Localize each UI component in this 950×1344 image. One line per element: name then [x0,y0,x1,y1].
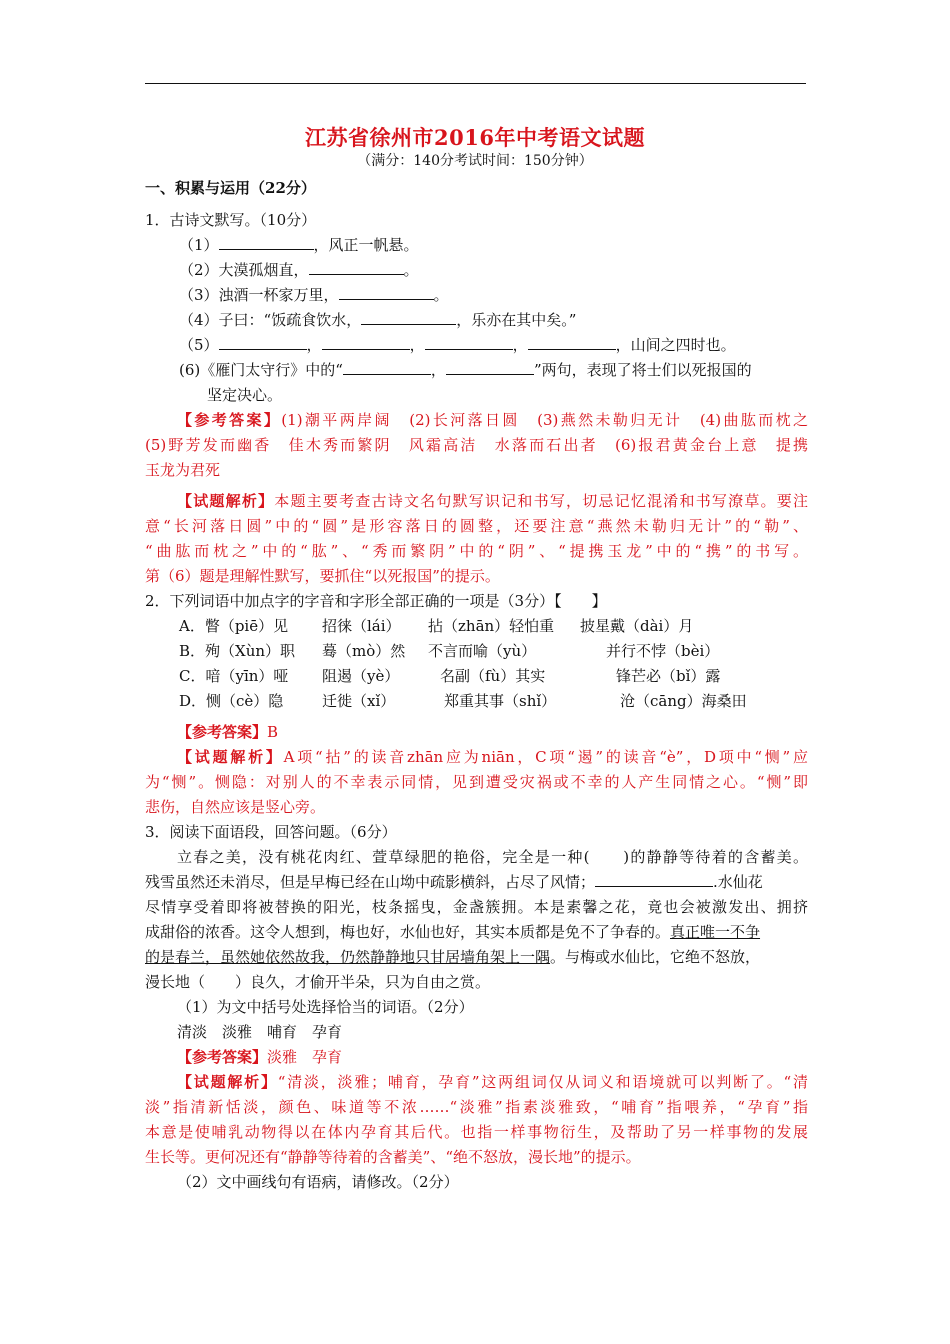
analysis-tag: 【试题解析】 [177,1073,278,1091]
answer-tag: 【参考答案】 [177,411,282,429]
q3-sub2: （2）文中画线句有语病，请修改。（2分） [177,1173,459,1191]
q3-sub1: （1）为文中括号处选择恰当的词语。（2分） [177,998,474,1016]
q2-option-a: A．瞥（piē）见 招徕（lái） 拈（zhān）轻怕重 披星戴（dài）月 [179,617,694,635]
q1-analysis-line: 意“长河落日圆”中的“圆”是形容落日的圆整，还要注意“燕然未勒归无计”的“勒”、 [145,517,808,535]
fill-blank[interactable] [343,359,431,375]
q3-answer: 【参考答案】淡雅 孕育 [177,1048,343,1066]
q2-option-b: B．殉（Xùn）职 蓦（mò）然 不言而喻（yù） 并行不悖（bèi） [179,642,720,660]
q2-analysis-line: 为“恻”。恻隐：对别人的不幸表示同情，见到遭受灾祸或不幸的人产生同情之心。“恻”即 [145,773,808,791]
fill-blank[interactable] [339,284,434,300]
fill-blank[interactable] [219,334,307,350]
fill-blank[interactable] [309,259,404,275]
q2-analysis-line: 【试题解析】A项“拈”的读音zhān应为niān，C项“遏”的读音“è”，D项中“恻”应 [177,748,808,766]
q1-item-4: （4）子曰：“饭疏食饮水， ，乐亦在其中矣。” [179,311,577,329]
q1-analysis-line: 【试题解析】本题主要考查古诗文名句默写识记和书写，切忌记忆混淆和书写潦草。要注 [177,492,808,510]
q1-answer-line: (5)野芳发而幽香 佳木秀而繁阴 风霜高洁 水落而石出者 (6)报君黄金台上意 提携 [145,436,808,454]
q2-stem: 2．下列词语中加点字的字音和字形全部正确的一项是（3分）【 】 [145,592,607,610]
q3-passage-line: 残雪虽然还未消尽，但是早梅已经在山坳中疏影横斜，占尽了风情； .水仙花 [145,873,763,891]
document-body [145,208,808,1195]
answer-tag: 【参考答案】 [177,723,268,741]
q3-analysis-line: 生长等。更何况还有“静静等待着的含蓄美”、“绝不怒放，漫长地”的提示。 [145,1148,641,1166]
q1-answer-line: 玉龙为君死 [145,461,221,479]
fill-blank[interactable] [446,359,534,375]
q3-passage-line: 成甜俗的浓香。这令人想到，梅也好，水仙也好，其实本质都是免不了争春的。真正唯一不争 [145,923,761,941]
q1-item-5: （5） ， ， ， ，山间之四时也。 [179,336,736,354]
fill-blank[interactable] [361,309,456,325]
analysis-tag: 【试题解析】 [177,748,284,766]
q1-analysis-line: “曲肱而枕之”中的“肱”、“秀而繁阴”中的“阴”、“提携玉龙”中的“携”的书写。 [145,542,808,560]
header-rule [145,83,806,84]
analysis-tag: 【试题解析】 [177,492,275,510]
q3-analysis-line: 【试题解析】“清淡，淡雅；哺育，孕育”这两组词仅从词义和语境就可以判断了。“清 [177,1073,808,1091]
underlined-sentence: 真正唯一不争 [670,923,761,941]
underlined-sentence: 的是春兰，虽然她依然故我，仍然静静地只甘居墙角架上一隅 [145,948,551,966]
q3-choices: 清淡 淡雅 哺育 孕育 [177,1023,343,1041]
q3-passage-line: 尽情享受着即将被替换的阳光，枝条摇曳，金盏簇拥。本是素馨之花，竟也会被激发出、拥挤 [145,898,808,916]
q1-item-6-cont: 坚定决心。 [207,386,283,404]
q1-item-6: (6)《雁门太守行》中的“ ， ”两句，表现了将士们以死报国的 [179,361,752,379]
q2-answer: 【参考答案】B [177,723,279,741]
section-heading: 一、积累与运用（22分） [145,179,316,197]
q1-answer-line: 【参考答案】(1)潮平两岸阔 (2)长河落日圆 (3)燕然未勒归无计 (4)曲肱而枕之 [177,411,808,429]
q3-analysis-line: 本意是使哺乳动物得以在体内孕育其后代。也指一样事物衍生，及帮助了另一样事物的发展 [145,1123,808,1141]
fill-blank[interactable] [425,334,513,350]
exam-info: （满分：140分考试时间：150分钟） [357,153,593,169]
q2-option-d: D．恻（cè）隐 迁徙（xǐ） 郑重其事（shǐ） 沧（cāng）海桑田 [179,692,747,710]
page-title: 江苏省徐州市2016年中考语文试题 [305,125,645,150]
q2-analysis-line: 悲伤，自然应该是竖心旁。 [145,798,326,816]
q3-passage-line: 立春之美，没有桃花肉红、萱草绿肥的艳俗，完全是一种( )的静静等待着的含蓄美。 [177,848,808,866]
q1-item-3: （3）浊酒一杯家万里， 。 [179,286,449,304]
fill-blank[interactable] [595,871,713,887]
fill-blank[interactable] [322,334,410,350]
answer-tag: 【参考答案】 [177,1048,268,1066]
q3-passage-line: 漫长地（ ）良久，才偷开半朵，只为自由之赏。 [145,973,491,991]
q1-item-1: （1） ，风正一帆悬。 [179,236,419,254]
q1-analysis-line: 第（6）题是理解性默写，要抓住“以死报国”的提示。 [145,567,500,585]
q3-passage-line: 的是春兰，虽然她依然故我，仍然静静地只甘居墙角架上一隅。与梅或水仙比，它绝不怒放， [145,948,761,966]
q1-item-2: （2）大漠孤烟直， 。 [179,261,419,279]
q3-stem: 3．阅读下面语段，回答问题。（6分） [145,823,397,841]
q2-option-c: C．喑（yīn）哑 阻遏（yè） 名副（fù）其实 锋芒必（bǐ）露 [179,667,721,685]
q3-analysis-line: 淡”指清新恬淡，颜色、味道等不浓……“淡雅”指素淡雅致，“哺育”指喂养，“孕育”指 [145,1098,808,1116]
fill-blank[interactable] [528,334,616,350]
q1-stem: 1．古诗文默写。（10分） [145,211,317,229]
fill-blank[interactable] [219,234,314,250]
